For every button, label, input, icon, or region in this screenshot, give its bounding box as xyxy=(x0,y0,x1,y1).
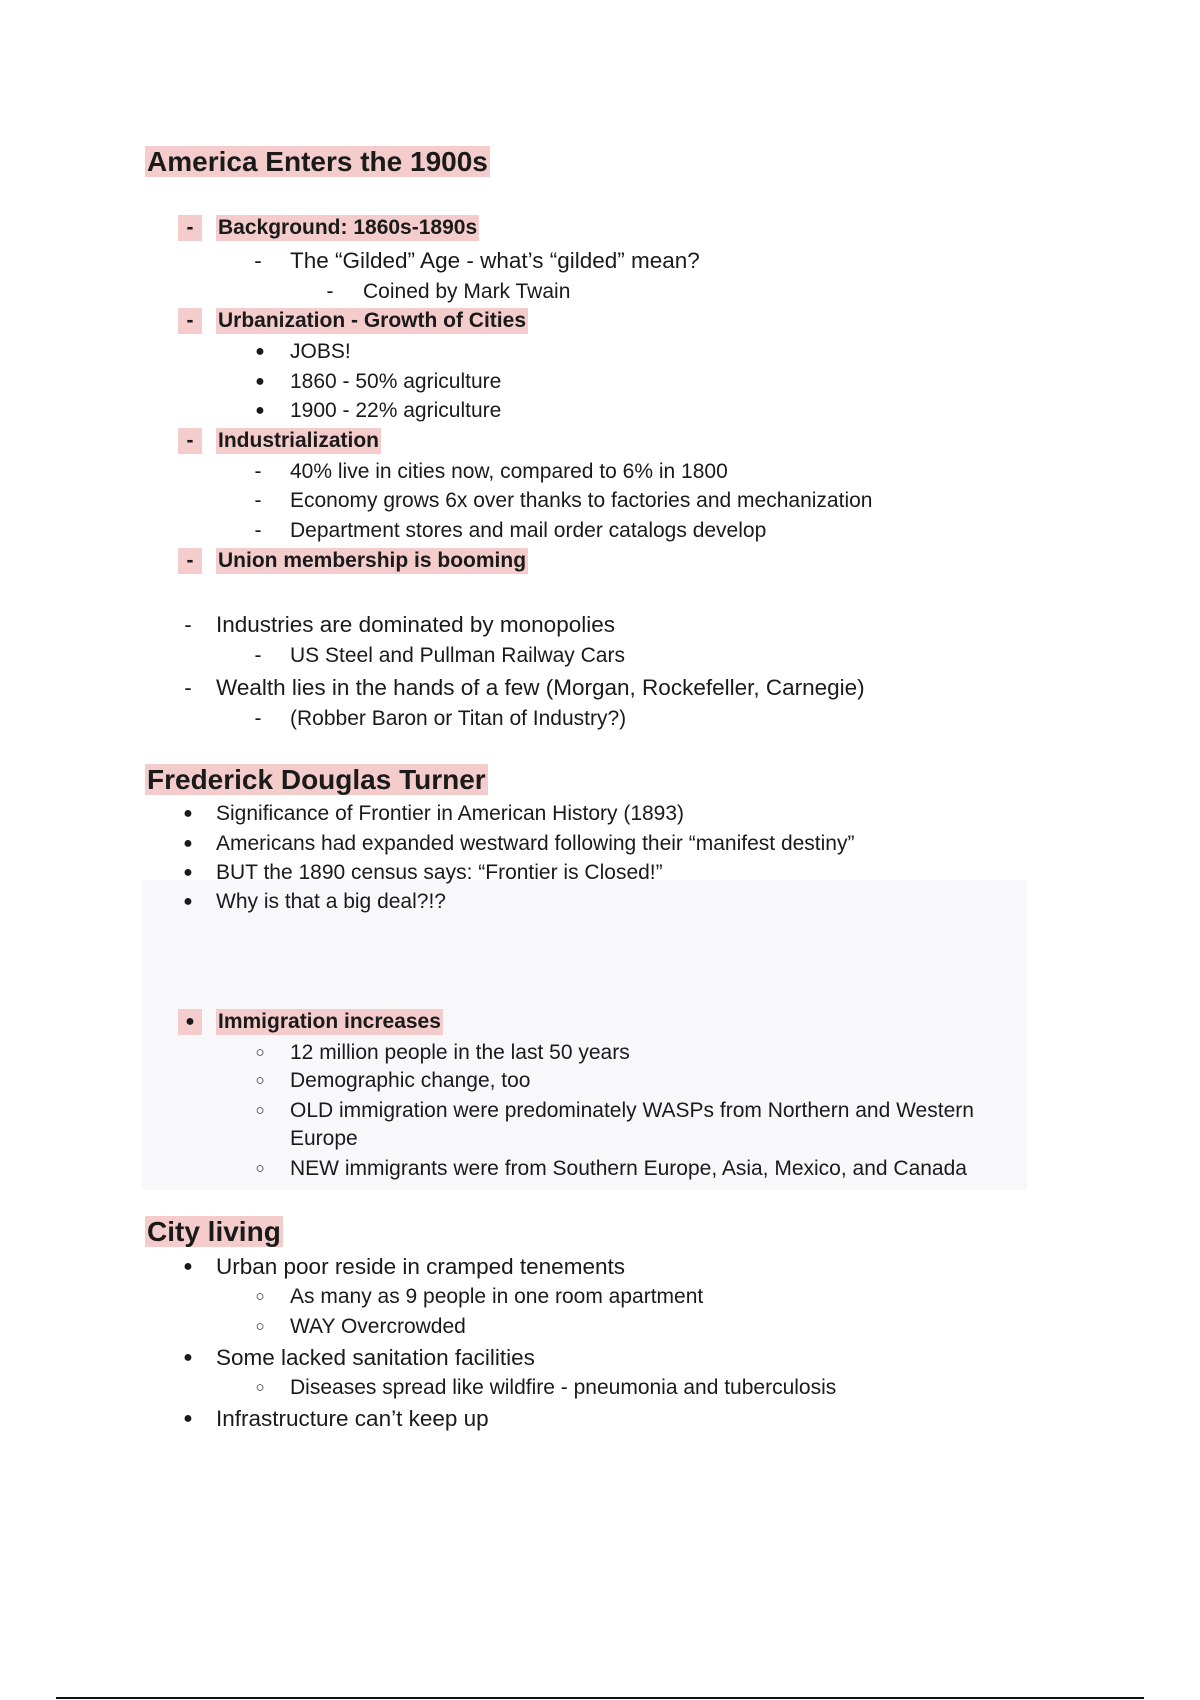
list-marker: - xyxy=(254,519,262,542)
bullet-icon: ● xyxy=(178,1009,202,1035)
list-marker: - xyxy=(254,248,262,273)
list-marker: - xyxy=(254,707,262,730)
list-item-text: Diseases spread like wildfire - pneumonia and tuberculosis xyxy=(290,1376,837,1399)
list-item-text: Coined by Mark Twain xyxy=(363,280,571,303)
page-bottom-rule xyxy=(56,1697,1144,1699)
list-marker: - xyxy=(184,675,192,700)
list-item-text: Background: 1860s-1890s xyxy=(218,216,478,239)
list-marker: - xyxy=(178,308,202,334)
bullet-icon: ● xyxy=(255,343,265,360)
section-title-america: America Enters the 1900s xyxy=(147,146,488,177)
circle-bullet-icon: ○ xyxy=(255,1072,265,1089)
scan-shading xyxy=(142,880,1027,1190)
list-item-text: Immigration increases xyxy=(218,1010,441,1033)
list-item-text: NEW immigrants were from Southern Europe, Asia, Mexico, and Canada xyxy=(290,1157,967,1180)
list-item-text: BUT the 1890 census says: “Frontier is Closed!” xyxy=(216,861,663,884)
list-item-text: US Steel and Pullman Railway Cars xyxy=(290,644,625,667)
bullet-icon: ● xyxy=(183,864,193,881)
bullet-icon: ● xyxy=(183,1410,193,1427)
circle-bullet-icon: ○ xyxy=(255,1102,265,1119)
bullet-icon: ● xyxy=(183,1349,193,1366)
list-item-text: 1900 - 22% agriculture xyxy=(290,399,502,422)
list-item-text: Significance of Frontier in American History (1893) xyxy=(216,802,685,825)
list-marker: - xyxy=(254,489,262,512)
section-title-turner: Frederick Douglas Turner xyxy=(147,764,486,795)
list-item-text: (Robber Baron or Titan of Industry?) xyxy=(290,707,627,730)
circle-bullet-icon: ○ xyxy=(255,1044,265,1061)
list-item-text: OLD immigration were predominately WASPs from Northern and Western xyxy=(290,1099,974,1122)
list-marker: - xyxy=(326,280,334,303)
bullet-icon: ● xyxy=(183,835,193,852)
bullet-icon: ● xyxy=(183,893,193,910)
list-item-text: Europe xyxy=(290,1127,358,1150)
circle-bullet-icon: ○ xyxy=(255,1160,265,1177)
list-item-text: Industrialization xyxy=(218,429,380,452)
list-item-text: Urban poor reside in cramped tenements xyxy=(216,1254,625,1279)
circle-bullet-icon: ○ xyxy=(255,1318,265,1335)
list-marker: - xyxy=(184,612,192,637)
bullet-icon: ● xyxy=(255,373,265,390)
list-item-text: Why is that a big deal?!? xyxy=(216,890,446,913)
list-item-text: 12 million people in the last 50 years xyxy=(290,1041,630,1064)
list-item-text: Demographic change, too xyxy=(290,1069,531,1092)
list-marker: - xyxy=(254,644,262,667)
list-item-text: The “Gilded” Age - what’s “gilded” mean? xyxy=(290,248,700,273)
list-item-text: Department stores and mail order catalogs develop xyxy=(290,519,767,542)
bullet-icon: ● xyxy=(183,1258,193,1275)
bullet-icon: ● xyxy=(255,402,265,419)
list-item-text: Industries are dominated by monopolies xyxy=(216,612,615,637)
list-item-text: Wealth lies in the hands of a few (Morgan, Rockefeller, Carnegie) xyxy=(216,675,865,700)
list-item-text: Economy grows 6x over thanks to factories and mechanization xyxy=(290,489,873,512)
list-item-text: Union membership is booming xyxy=(218,549,527,572)
list-item-text: Infrastructure can’t keep up xyxy=(216,1406,489,1431)
list-marker: - xyxy=(254,460,262,483)
list-item-text: 40% live in cities now, compared to 6% in 1800 xyxy=(290,460,728,483)
list-item-text: As many as 9 people in one room apartment xyxy=(290,1285,704,1308)
list-item-text: Urbanization - Growth of Cities xyxy=(218,309,526,332)
list-item-text: 1860 - 50% agriculture xyxy=(290,370,502,393)
list-item-text: JOBS! xyxy=(290,340,351,363)
list-marker: - xyxy=(178,428,202,454)
list-item-text: Americans had expanded westward following their “manifest destiny” xyxy=(216,832,855,855)
list-item-text: Some lacked sanitation facilities xyxy=(216,1345,535,1370)
bullet-icon: ● xyxy=(183,805,193,822)
list-marker: - xyxy=(178,215,202,241)
list-item-text: WAY Overcrowded xyxy=(290,1315,466,1338)
circle-bullet-icon: ○ xyxy=(255,1379,265,1396)
circle-bullet-icon: ○ xyxy=(255,1288,265,1305)
list-marker: - xyxy=(178,548,202,574)
section-title-city-living: City living xyxy=(147,1216,281,1247)
